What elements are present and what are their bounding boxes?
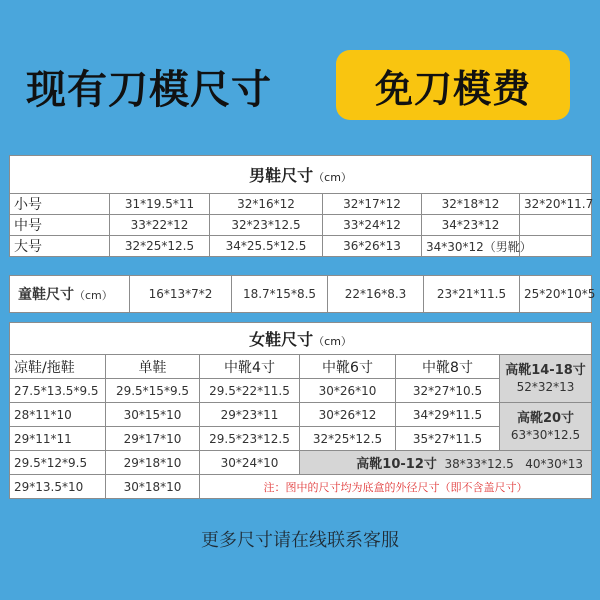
column-header: 单鞋 [106, 355, 200, 379]
table-row [10, 194, 592, 215]
size-cell: 30*26*12 [300, 403, 396, 427]
kids-title: 童鞋尺寸 [18, 287, 74, 303]
tall-boot-14-18-value: 52*32*13 [516, 379, 575, 394]
tall-boot-10-12-label: 高靴10-12寸 [356, 457, 437, 472]
table-row [10, 276, 592, 313]
size-cell: 30*24*10 [200, 451, 300, 475]
women-title: 女鞋尺寸 [249, 330, 314, 349]
size-note: 注：图中的尺寸均为底盒的外径尺寸（即不含盖尺寸） [200, 475, 592, 499]
table-row [10, 236, 592, 257]
women-size-table [9, 322, 592, 499]
size-cell: 33*22*12 [110, 215, 210, 236]
header [0, 0, 600, 150]
tall-boot-20-label: 高靴20寸 [516, 410, 575, 426]
men-size-panel [9, 155, 594, 257]
size-cell: 32*17*12 [323, 194, 422, 215]
size-cell: 30*15*10 [106, 403, 200, 427]
size-cell: 32*25*12.5 [300, 427, 396, 451]
men-unit: （cm） [313, 171, 352, 184]
size-cell: 35*27*11.5 [396, 427, 500, 451]
men-title-cell [10, 156, 592, 194]
size-cell: 29.5*23*12.5 [200, 427, 300, 451]
size-cell: 40*30*13 [525, 457, 584, 471]
size-cell: 32*27*10.5 [396, 379, 500, 403]
size-cell: 29.5*22*11.5 [200, 379, 300, 403]
size-cell: 29*23*11 [200, 403, 300, 427]
size-cell: 29.5*15*9.5 [106, 379, 200, 403]
column-header: 中靴4寸 [200, 355, 300, 379]
kids-unit: （cm） [74, 289, 113, 302]
row-label: 大号 [10, 236, 110, 257]
tall-boot-14-18-label: 高靴14-18寸 [505, 362, 586, 378]
table-row [10, 451, 592, 475]
column-header: 中靴6寸 [300, 355, 396, 379]
size-cell: 25*20*10*5 [520, 276, 592, 313]
size-cell: 30*18*10 [106, 475, 200, 499]
size-cell: 22*16*8.3 [328, 276, 424, 313]
size-cell: 29*13.5*10 [10, 475, 106, 499]
table-row [10, 403, 592, 427]
row-label: 小号 [10, 194, 110, 215]
table-header-row [10, 355, 592, 379]
free-mold-badge: 免刀模费 [336, 50, 570, 120]
size-cell: 18.7*15*8.5 [232, 276, 328, 313]
contact-footer: 更多尺寸请在线联系客服 [201, 530, 399, 551]
size-cell: 36*26*13 [323, 236, 422, 257]
size-cell [520, 215, 592, 236]
page-title: 现有刀模尺寸 [26, 67, 272, 113]
size-cell: 29*18*10 [106, 451, 200, 475]
size-cell: 34*23*12 [422, 215, 520, 236]
size-cell: 31*19.5*11 [110, 194, 210, 215]
size-cell: 30*26*10 [300, 379, 396, 403]
size-cell: 29*17*10 [106, 427, 200, 451]
tall-boot-14-18-cell [500, 355, 592, 403]
table-row [10, 215, 592, 236]
size-cell: 29.5*12*9.5 [10, 451, 106, 475]
size-cell: 23*21*11.5 [424, 276, 520, 313]
table-row [10, 475, 592, 499]
men-title: 男鞋尺寸 [249, 166, 314, 185]
size-cell: 32*16*12 [210, 194, 323, 215]
size-cell: 32*25*12.5 [110, 236, 210, 257]
size-cell: 16*13*7*2 [130, 276, 232, 313]
size-cell: 34*29*11.5 [396, 403, 500, 427]
row-label: 中号 [10, 215, 110, 236]
tall-boot-10-12-cell [300, 451, 592, 475]
size-cell: 32*20*11.7 [520, 194, 592, 215]
size-cell: 27.5*13.5*9.5 [10, 379, 106, 403]
size-cell: 32*23*12.5 [210, 215, 323, 236]
tall-boot-20-value: 63*30*12.5 [510, 427, 581, 442]
women-title-cell [10, 323, 592, 355]
women-unit: （cm） [313, 335, 352, 348]
kids-title-cell [10, 276, 130, 313]
kids-size-table [9, 275, 596, 313]
tall-boot-20-cell [500, 403, 592, 451]
size-cell: 33*24*12 [323, 215, 422, 236]
men-size-table [9, 155, 592, 257]
column-header: 凉鞋/拖鞋 [10, 355, 106, 379]
size-cell: 29*11*11 [10, 427, 106, 451]
size-cell: 28*11*10 [10, 403, 106, 427]
size-cell: 38*33*12.5 [444, 457, 514, 471]
women-size-panel [9, 322, 591, 499]
size-cell: 34*25.5*12.5 [210, 236, 323, 257]
size-cell: 32*18*12 [422, 194, 520, 215]
kids-size-panel [9, 275, 596, 313]
size-cell: 34*30*12（男靴） [422, 236, 520, 257]
column-header: 中靴8寸 [396, 355, 500, 379]
